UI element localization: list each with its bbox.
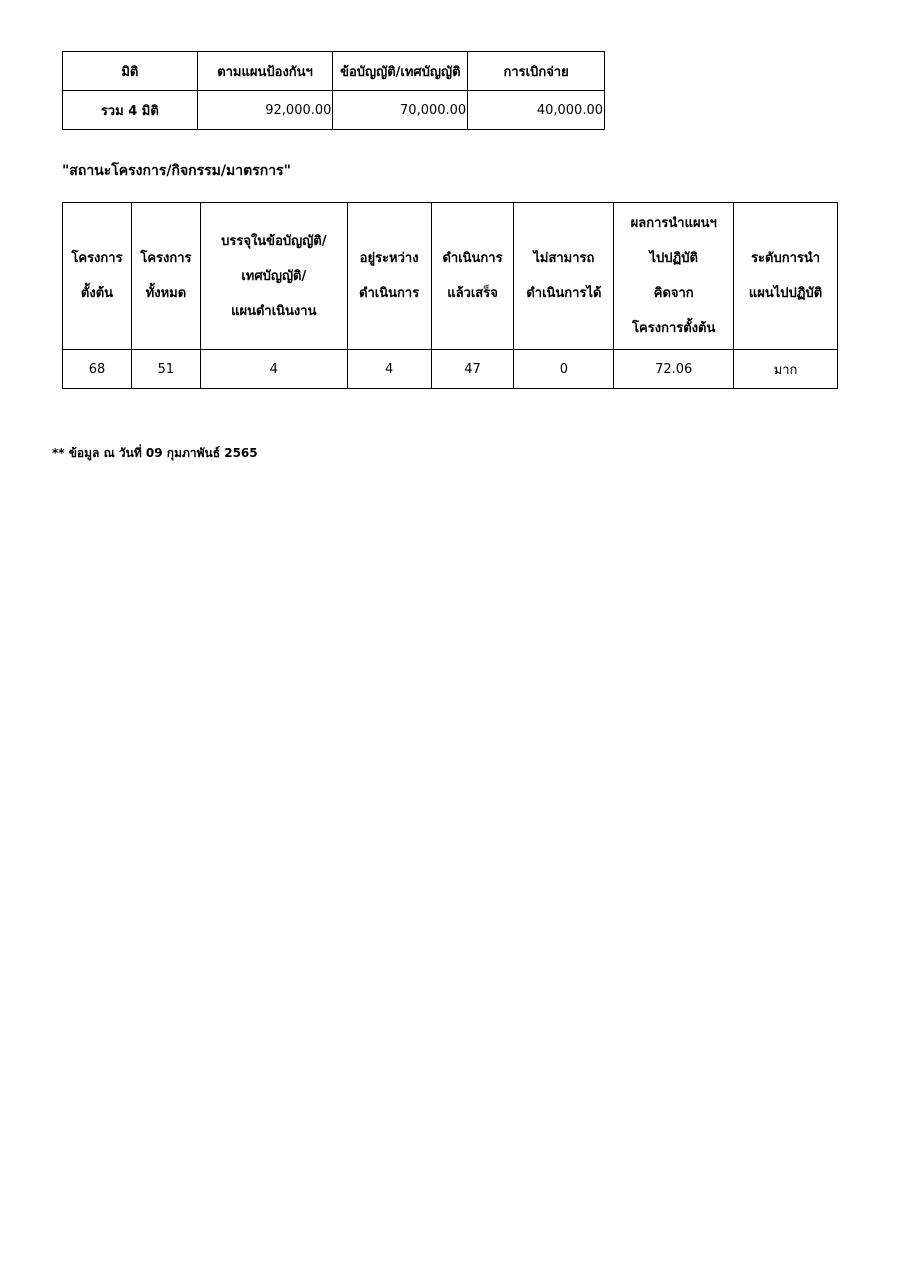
header-line: ดำเนินการได้ — [526, 286, 602, 301]
header-line: ไปปฏิบัติ — [649, 251, 698, 266]
value-included-in-ordinance: 4 — [200, 350, 347, 389]
header-line: แล้วเสร็จ — [447, 286, 498, 301]
value-implementation-level: มาก — [734, 350, 838, 389]
plan-amount: 92,000.00 — [197, 91, 333, 130]
header-unable — [514, 203, 614, 350]
header-line: ดำเนินการ — [359, 286, 420, 301]
header-all-projects — [131, 203, 200, 350]
header-included-in-ordinance — [200, 203, 347, 350]
disbursement-amount: 40,000.00 — [468, 91, 605, 130]
status-heading: "สถานะโครงการ/กิจกรรม/มาตรการ" — [62, 163, 291, 179]
total-label: รวม 4 มิติ — [63, 91, 198, 130]
header-prevention-plan: ตามแผนป้องกันฯ — [197, 52, 333, 91]
header-initial-projects — [63, 203, 132, 350]
header-line: บรรจุในข้อบัญญัติ/ — [221, 233, 327, 249]
header-line: โครงการ — [140, 251, 192, 266]
header-line: ตั้งต้น — [80, 286, 114, 301]
header-line: โครงการ — [71, 251, 123, 266]
ordinance-amount: 70,000.00 — [333, 91, 468, 130]
value-all-projects: 51 — [131, 350, 200, 389]
header-completed — [431, 203, 514, 350]
header-line: แผนดำเนินงาน — [231, 303, 317, 319]
header-implementation-level — [734, 203, 838, 350]
value-completed: 47 — [431, 350, 514, 389]
header-disbursement: การเบิกจ่าย — [468, 52, 605, 91]
header-line: ผลการนำแผนฯ — [630, 216, 717, 231]
header-line: ดำเนินการ — [442, 251, 503, 266]
header-line: ระดับการนำ — [751, 251, 821, 266]
header-line: ทั้งหมด — [145, 286, 187, 301]
value-in-progress: 4 — [347, 350, 431, 389]
value-implementation-result: 72.06 — [614, 350, 734, 389]
header-ordinance: ข้อบัญญัติ/เทศบัญญัติ — [333, 52, 468, 91]
header-line: แผนไปปฏิบัติ — [748, 286, 823, 301]
header-line: เทศบัญญัติ/ — [241, 268, 307, 284]
header-line: ไม่สามารถ — [533, 251, 595, 266]
status-header-row — [63, 203, 838, 350]
header-implementation-result — [614, 203, 734, 350]
budget-table — [62, 51, 605, 130]
header-line: อยู่ระหว่าง — [359, 251, 419, 266]
status-table — [62, 202, 838, 389]
header-dimension: มิติ — [63, 52, 198, 91]
value-initial-projects: 68 — [63, 350, 132, 389]
budget-header-row — [63, 52, 605, 91]
header-line: โครงการตั้งต้น — [632, 321, 716, 336]
status-values-row — [63, 350, 838, 389]
data-date-footnote: ** ข้อมูล ณ วันที่ 09 กุมภาพันธ์ 2565 — [52, 446, 258, 460]
header-in-progress — [347, 203, 431, 350]
value-unable: 0 — [514, 350, 614, 389]
header-line: คิดจาก — [653, 286, 694, 301]
budget-total-row — [63, 91, 605, 130]
